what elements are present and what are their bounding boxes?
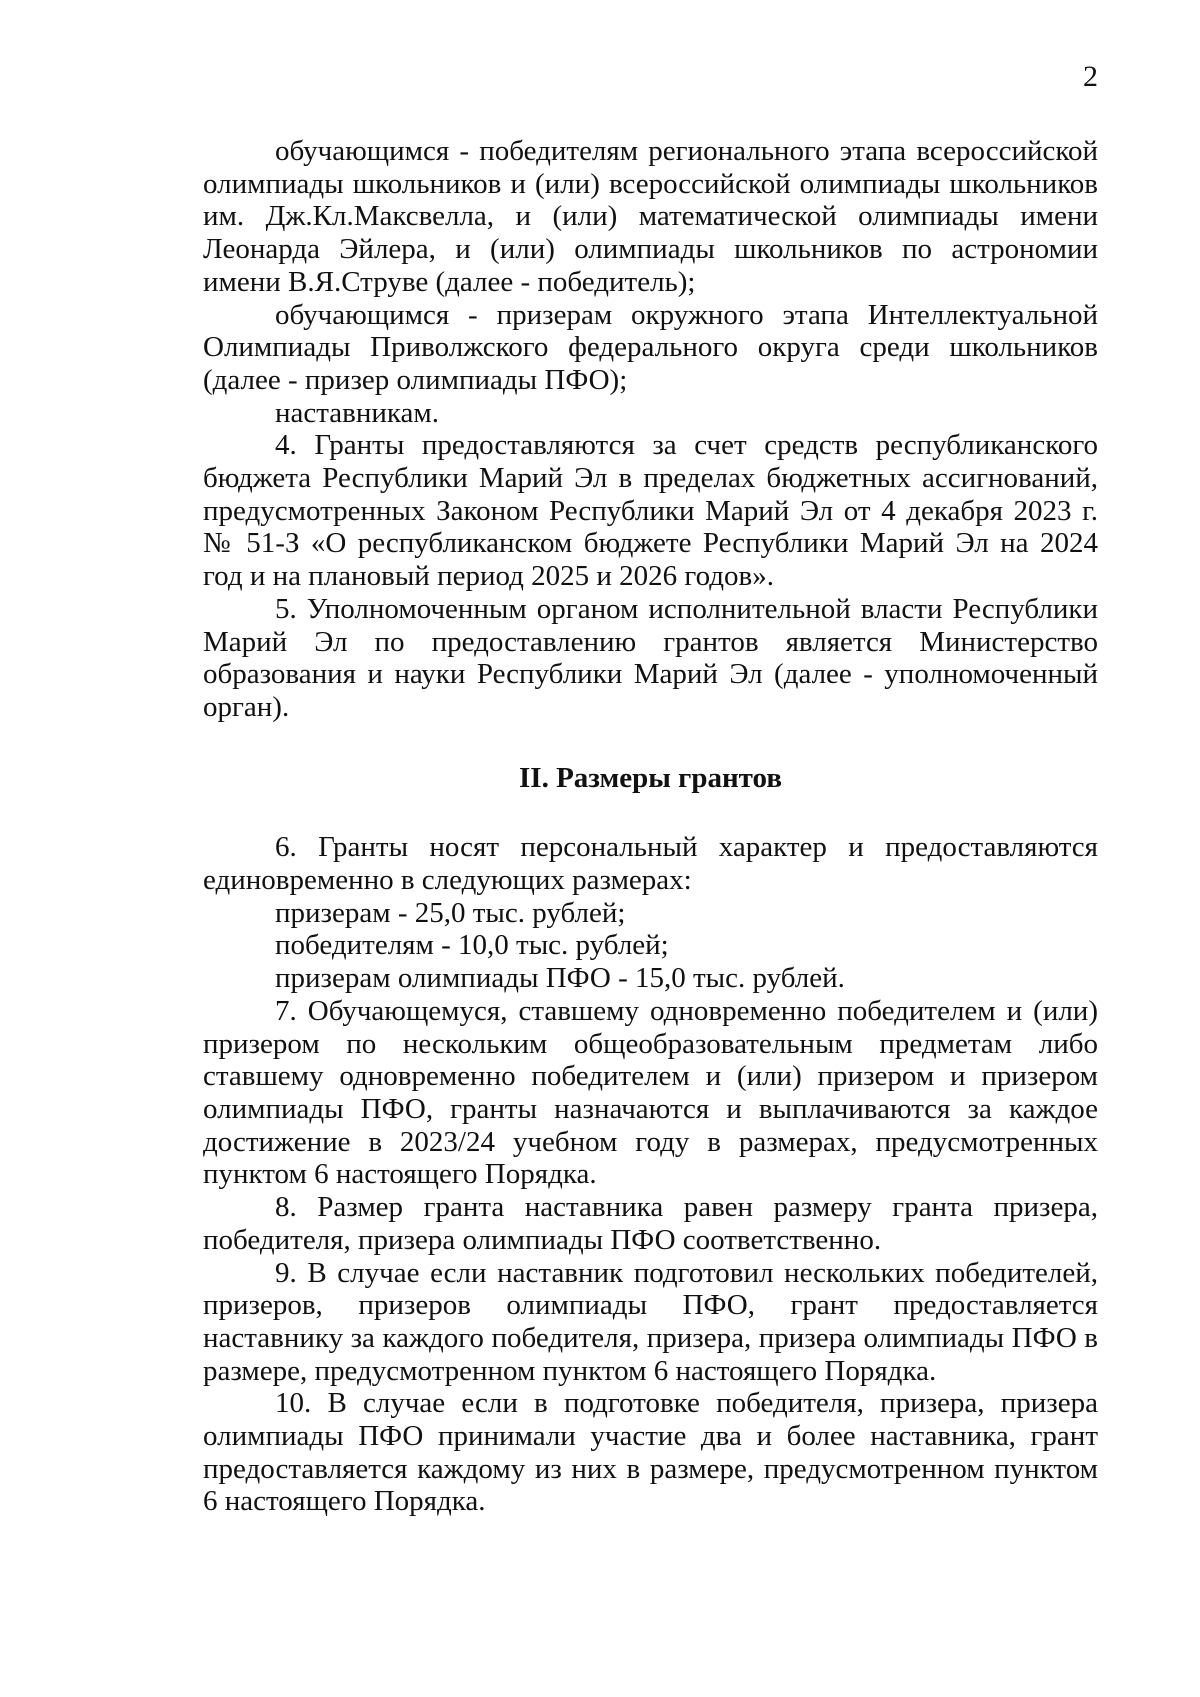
paragraph-item-4: 4. Гранты предоставляются за счет средств республиканского бюджета Республики Марий Эл в пределах бюджетных ассигнований, предусмотренных Законом Республики Марий Эл от 4 декабря 2023 г. № 51-З «О республиканском бюджете Республики Марий Эл на 2024 год и на плановый период 2025 и 2026 годов». xyxy=(203,429,1098,593)
paragraph-item-6: 6. Гранты носят персональный характер и предоставляются единовременно в следующих размерах: xyxy=(203,831,1098,897)
grant-size-prizewinners: призерам - 25,0 тыс. рублей; xyxy=(275,896,626,929)
grant-size-pfo-prizewinners: призерам олимпиады ПФО - 15,0 тыс. рублей. xyxy=(275,962,845,995)
paragraph-winners: обучающимся - победителям регионального этапа всероссийской олимпиады школьников и (или) всероссийской олимпиады школьников им. Дж.Кл.Максвелла, и (или) математической олимпиады имени Леонарда Эйлера, и (или) олимпиады школьников по астрономии имени В.Я.Струве (далее - победитель); xyxy=(203,135,1098,298)
paragraph-pfo-prizewinners: обучающимся - призерам окружного этапа Интеллектуальной Олимпиады Приволжского федерального округа среди школьников (далее - призер олимпиады ПФО); xyxy=(203,298,1098,396)
section-heading: II. Размеры грантов xyxy=(519,761,782,794)
paragraph-item-8: 8. Размер гранта наставника равен размеру гранта призера, победителя, призера олимпиады ПФО соответственно. xyxy=(203,1191,1098,1256)
paragraph-mentors: наставникам. xyxy=(275,396,440,429)
paragraph-item-5: 5. Уполномоченным органом исполнительной власти Республики Марий Эл по предоставлению грантов является Министерство образования и науки Республики Марий Эл (далее - уполномоченный орган). xyxy=(203,592,1098,723)
grant-size-winners: победителям - 10,0 тыс. рублей; xyxy=(275,929,669,962)
paragraph-item-10: 10. В случае если в подготовке победителя, призера, призера олимпиады ПФО принимали участие два и более наставника, грант предоставляется каждому из них в размере, предусмотренном пунктом 6 настоящего Порядка. xyxy=(203,1387,1098,1518)
page-number: 2 xyxy=(1083,60,1098,93)
paragraph-item-9: 9. В случае если наставник подготовил нескольких победителей, призеров, призеров олимпиады ПФО, грант предоставляется наставнику за каждого победителя, призера, призера олимпиады ПФО в размере, предусмотренном пунктом 6 настоящего Порядка. xyxy=(203,1256,1098,1387)
document-body xyxy=(203,135,1098,1518)
paragraph-item-7: 7. Обучающемуся, ставшему одновременно победителем и (или) призером по нескольким общеобразовательным предметам либо ставшему одновременно победителем и (или) призером и призером олимпиады ПФО, гранты назначаются и выплачиваются за каждое достижение в 2023/24 учебном году в размерах, предусмотренных пунктом 6 настоящего Порядка. xyxy=(203,994,1098,1191)
